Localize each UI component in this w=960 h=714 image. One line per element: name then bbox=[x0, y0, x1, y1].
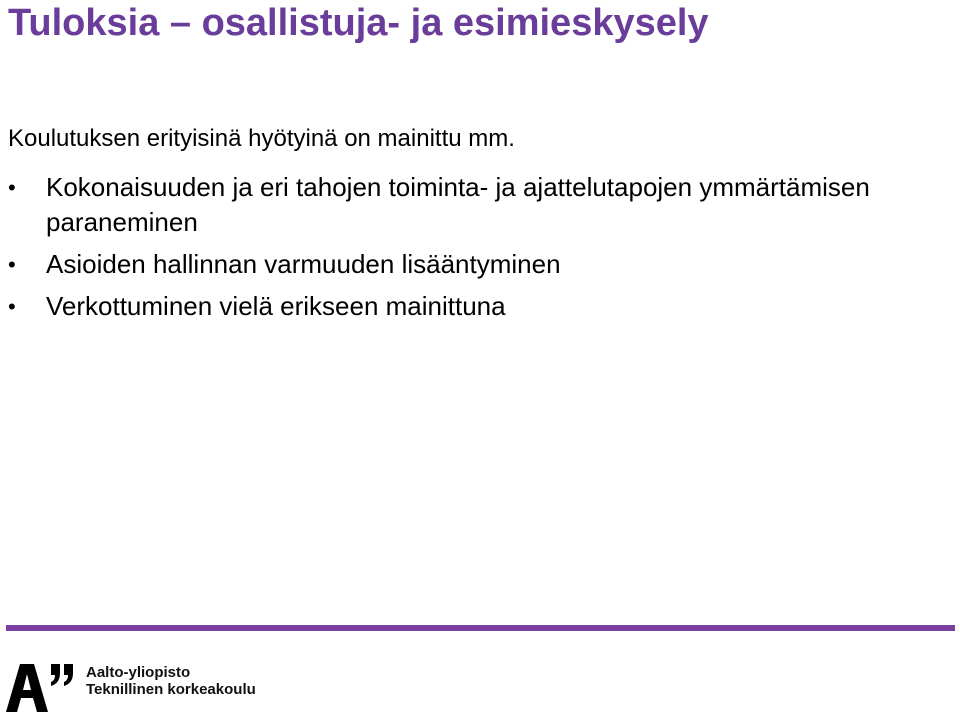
bullet-item bbox=[0, 170, 940, 240]
bullet-text: Asioiden hallinnan varmuuden lisääntyminen bbox=[46, 249, 561, 279]
bullet-dot-icon: • bbox=[8, 175, 16, 200]
logo-text-university: Aalto-yliopisto bbox=[86, 664, 191, 681]
aalto-logo-icon bbox=[6, 660, 78, 712]
bullet-item bbox=[0, 289, 940, 324]
bullet-dot-icon: • bbox=[8, 294, 16, 319]
slide-title: Tuloksia – osallistuja- ja esimieskysely bbox=[8, 2, 709, 44]
bullet-text: Kokonaisuuden ja eri tahojen toiminta- ja ajattelutapojen ymmärtämisen paraneminen bbox=[46, 172, 870, 237]
footer-divider bbox=[6, 625, 955, 631]
bullet-text: Verkottuminen vielä erikseen mainittuna bbox=[46, 291, 506, 321]
logo-text-school: Teknillinen korkeakoulu bbox=[86, 681, 256, 698]
bullet-item bbox=[0, 247, 940, 282]
bullet-dot-icon: • bbox=[8, 252, 16, 277]
intro-text: Koulutuksen erityisinä hyötyinä on mainittu mm. bbox=[8, 125, 515, 152]
bullet-list bbox=[0, 170, 940, 331]
